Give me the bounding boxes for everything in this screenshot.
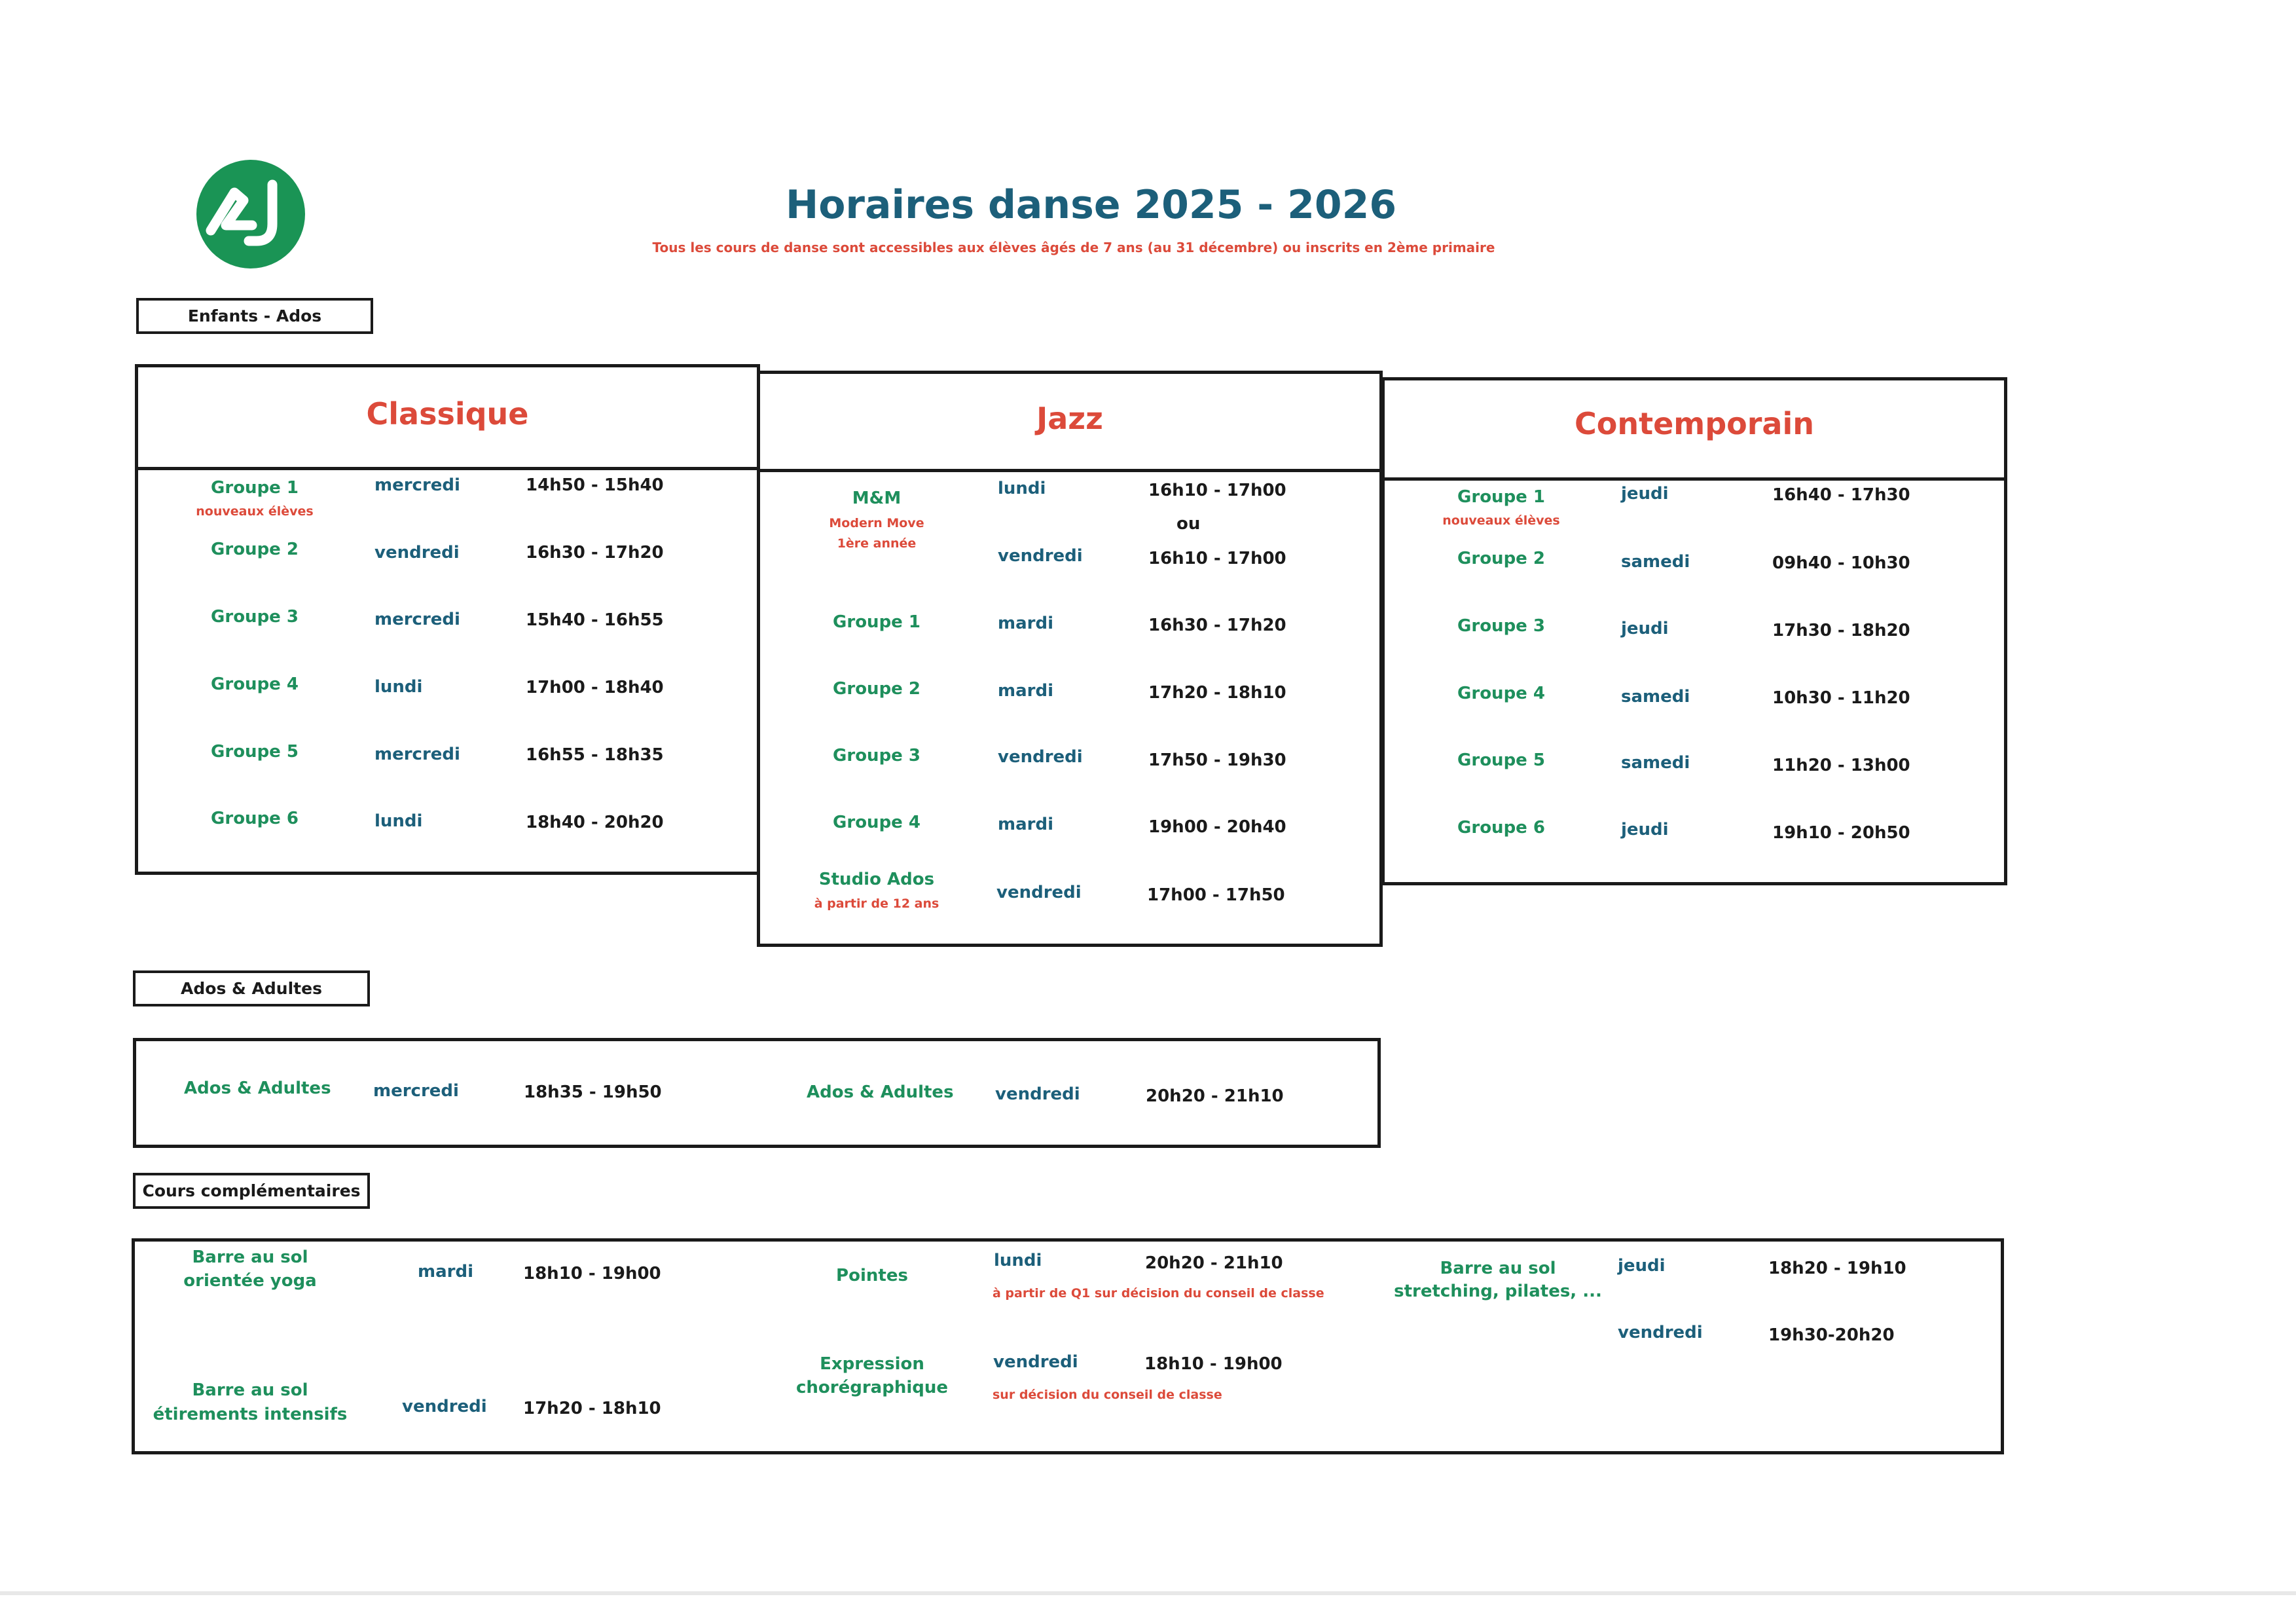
jazz-group-4: Groupe 4 bbox=[833, 813, 920, 832]
jazz-day-2: mardi bbox=[998, 681, 1053, 701]
classique-time-6: 18h40 - 20h20 bbox=[526, 813, 664, 832]
jazz-time-mm-2: 16h10 - 17h00 bbox=[1148, 549, 1286, 568]
barre-yoga-line-2: orientée yoga bbox=[183, 1271, 317, 1291]
contemporain-heading: Contemporain bbox=[1574, 406, 1814, 441]
adultes-time-1: 18h35 - 19h50 bbox=[524, 1082, 662, 1102]
page-subtitle: Tous les cours de danse sont accessibles aux élèves âgés de 7 ans (au 31 décembre) ou inscrits en 2ème primaire bbox=[652, 240, 1495, 255]
classique-group-5: Groupe 5 bbox=[211, 742, 299, 762]
classique-note-1: nouveaux élèves bbox=[196, 504, 314, 519]
page-title: Horaires danse 2025 - 2026 bbox=[786, 182, 1397, 228]
classique-day-6: lundi bbox=[374, 811, 423, 831]
jazz-day-mm-2: vendredi bbox=[998, 546, 1083, 566]
expression-day: vendredi bbox=[993, 1352, 1078, 1372]
contemporain-time-2: 09h40 - 10h30 bbox=[1772, 553, 1910, 573]
classique-time-4: 17h00 - 18h40 bbox=[526, 678, 664, 697]
classique-day-5: mercredi bbox=[374, 745, 460, 764]
section-label-cours-complementaires: Cours complémentaires bbox=[133, 1173, 370, 1209]
expression-line-2: chorégraphique bbox=[795, 1378, 948, 1397]
expression-note: sur décision du conseil de classe bbox=[993, 1388, 1222, 1402]
jazz-day-3: vendredi bbox=[998, 747, 1083, 767]
divider bbox=[1381, 477, 2007, 481]
adultes-time-2: 20h20 - 21h10 bbox=[1146, 1086, 1284, 1106]
classique-day-4: lundi bbox=[374, 677, 423, 697]
jazz-note-modern-move: Modern Move bbox=[829, 516, 924, 530]
jazz-group-3: Groupe 3 bbox=[833, 746, 920, 766]
classique-time-3: 15h40 - 16h55 bbox=[526, 610, 664, 630]
jazz-heading: Jazz bbox=[1036, 401, 1103, 436]
classique-group-3: Groupe 3 bbox=[211, 607, 299, 627]
contemporain-time-4: 10h30 - 11h20 bbox=[1772, 688, 1910, 708]
classique-heading: Classique bbox=[366, 396, 529, 432]
jazz-day-1: mardi bbox=[998, 614, 1053, 633]
barre-stretching-day-2: vendredi bbox=[1618, 1323, 1703, 1342]
barre-stretching-time-2: 19h30-20h20 bbox=[1768, 1325, 1895, 1345]
contemporain-group-5: Groupe 5 bbox=[1457, 750, 1545, 770]
barre-stretching-time-1: 18h20 - 19h10 bbox=[1768, 1259, 1906, 1278]
jazz-table bbox=[757, 371, 1383, 947]
jazz-time-studio-ados: 17h00 - 17h50 bbox=[1147, 885, 1285, 905]
classique-day-3: mercredi bbox=[374, 610, 460, 629]
barre-stretching-line-2: stretching, pilates, ... bbox=[1394, 1282, 1602, 1301]
adultes-day-1: mercredi bbox=[373, 1081, 459, 1101]
classique-time-2: 16h30 - 17h20 bbox=[526, 543, 664, 563]
divider bbox=[135, 467, 760, 470]
jazz-day-4: mardi bbox=[998, 815, 1053, 834]
pointes-note: à partir de Q1 sur décision du conseil de classe bbox=[993, 1286, 1324, 1301]
adultes-group-1: Ados & Adultes bbox=[184, 1079, 331, 1098]
jazz-time-1: 16h30 - 17h20 bbox=[1148, 616, 1286, 635]
contemporain-group-4: Groupe 4 bbox=[1457, 684, 1545, 703]
jazz-time-mm-1: 16h10 - 17h00 bbox=[1148, 481, 1286, 500]
classique-group-4: Groupe 4 bbox=[211, 674, 299, 694]
barre-etirements-line-2: étirements intensifs bbox=[153, 1405, 348, 1424]
barre-stretching-day-1: jeudi bbox=[1618, 1256, 1666, 1276]
contemporain-day-3: jeudi bbox=[1621, 619, 1669, 638]
jazz-group-studio-ados: Studio Ados bbox=[818, 870, 935, 889]
logo-mark-icon bbox=[196, 160, 305, 268]
expression-line-1: Expression bbox=[820, 1354, 924, 1374]
scan-edge bbox=[0, 1591, 2296, 1595]
contemporain-day-6: jeudi bbox=[1621, 820, 1669, 840]
contemporain-time-6: 19h10 - 20h50 bbox=[1772, 823, 1910, 843]
barre-etirements-day: vendredi bbox=[402, 1397, 487, 1416]
jazz-group-mm: M&M bbox=[852, 489, 902, 508]
contemporain-day-2: samedi bbox=[1621, 552, 1690, 572]
pointes-time: 20h20 - 21h10 bbox=[1145, 1253, 1283, 1273]
contemporain-group-2: Groupe 2 bbox=[1457, 549, 1545, 568]
section-label-enfants-ados: Enfants - Ados bbox=[136, 298, 373, 334]
contemporain-day-4: samedi bbox=[1621, 687, 1690, 707]
jazz-time-3: 17h50 - 19h30 bbox=[1148, 750, 1286, 770]
jazz-note-studio-ados: à partir de 12 ans bbox=[814, 896, 939, 911]
barre-etirements-time: 17h20 - 18h10 bbox=[523, 1399, 661, 1418]
classique-group-1: Groupe 1 bbox=[211, 478, 299, 498]
barre-etirements-line-1: Barre au sol bbox=[192, 1380, 308, 1400]
barre-yoga-time: 18h10 - 19h00 bbox=[523, 1264, 661, 1283]
classique-group-2: Groupe 2 bbox=[211, 540, 299, 559]
section-label-ados-adultes: Ados & Adultes bbox=[133, 970, 370, 1006]
divider bbox=[757, 469, 1383, 472]
expression-time: 18h10 - 19h00 bbox=[1144, 1354, 1283, 1374]
contemporain-time-1: 16h40 - 17h30 bbox=[1772, 485, 1910, 505]
jazz-or-label: ou bbox=[1176, 514, 1201, 534]
logo bbox=[196, 160, 305, 268]
contemporain-day-1: jeudi bbox=[1621, 484, 1669, 504]
barre-stretching-line-1: Barre au sol bbox=[1440, 1259, 1556, 1278]
classique-time-5: 16h55 - 18h35 bbox=[526, 745, 664, 765]
adultes-day-2: vendredi bbox=[995, 1084, 1080, 1104]
contemporain-time-3: 17h30 - 18h20 bbox=[1772, 621, 1910, 640]
jazz-note-premiere-annee: 1ère année bbox=[837, 536, 917, 551]
classique-day-1: mercredi bbox=[374, 475, 460, 495]
classique-day-2: vendredi bbox=[374, 543, 460, 563]
classique-group-6: Groupe 6 bbox=[211, 809, 299, 828]
jazz-day-studio-ados: vendredi bbox=[996, 883, 1082, 902]
jazz-time-2: 17h20 - 18h10 bbox=[1148, 683, 1286, 703]
contemporain-day-5: samedi bbox=[1621, 753, 1690, 773]
barre-yoga-line-1: Barre au sol bbox=[192, 1247, 308, 1267]
classique-time-1: 14h50 - 15h40 bbox=[526, 475, 664, 495]
adultes-group-2: Ados & Adultes bbox=[807, 1082, 954, 1102]
contemporain-group-3: Groupe 3 bbox=[1457, 616, 1545, 636]
contemporain-group-1: Groupe 1 bbox=[1457, 487, 1545, 507]
jazz-day-mm-1: lundi bbox=[998, 479, 1046, 498]
barre-yoga-day: mardi bbox=[418, 1262, 473, 1282]
jazz-group-1: Groupe 1 bbox=[833, 612, 920, 632]
jazz-group-2: Groupe 2 bbox=[833, 679, 920, 699]
pointes-day: lundi bbox=[994, 1251, 1042, 1270]
cours-complementaires-table bbox=[132, 1238, 2004, 1454]
contemporain-note-1: nouveaux élèves bbox=[1442, 513, 1560, 528]
jazz-time-4: 19h00 - 20h40 bbox=[1148, 817, 1286, 837]
pointes-label: Pointes bbox=[836, 1266, 908, 1285]
contemporain-group-6: Groupe 6 bbox=[1457, 818, 1545, 838]
contemporain-time-5: 11h20 - 13h00 bbox=[1772, 756, 1910, 775]
